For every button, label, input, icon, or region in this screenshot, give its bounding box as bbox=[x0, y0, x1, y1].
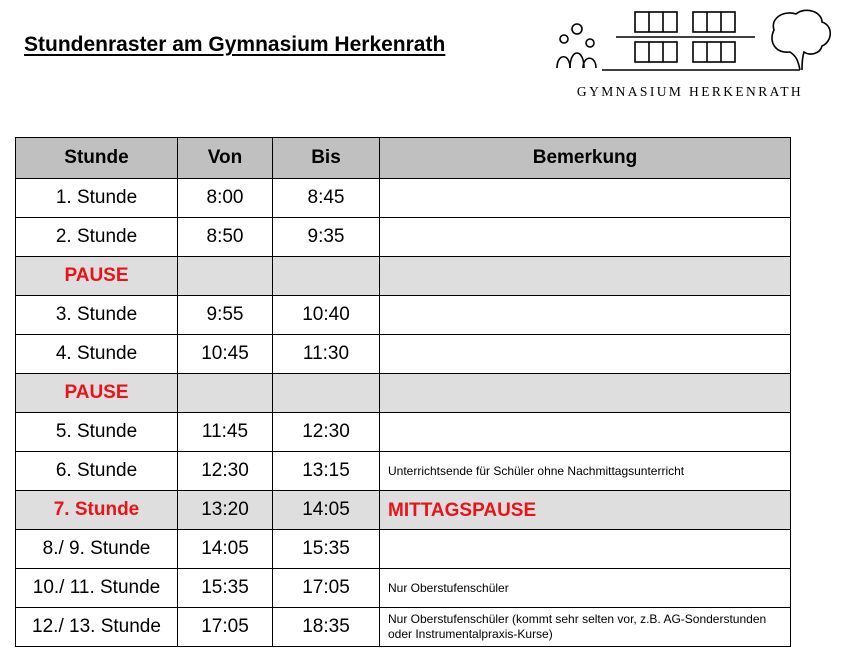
cell-bis: 9:35 bbox=[273, 218, 380, 257]
cell-stunde: 1. Stunde bbox=[16, 179, 178, 218]
cell-bis: 15:35 bbox=[273, 530, 380, 569]
timetable bbox=[15, 137, 791, 647]
cell-bemerkung bbox=[380, 218, 791, 257]
cell-bis: 11:30 bbox=[273, 335, 380, 374]
cell-bemerkung bbox=[380, 530, 791, 569]
cell-von: 13:20 bbox=[178, 491, 273, 530]
cell-bemerkung: MITTAGSPAUSE bbox=[380, 491, 791, 530]
cell-bis: 12:30 bbox=[273, 413, 380, 452]
cell-von: 8:50 bbox=[178, 218, 273, 257]
cell-von bbox=[178, 374, 273, 413]
cell-stunde: 10./ 11. Stunde bbox=[16, 569, 178, 608]
mittagspause-row bbox=[16, 491, 791, 530]
cell-stunde: PAUSE bbox=[16, 374, 178, 413]
cell-bemerkung bbox=[380, 257, 791, 296]
cell-von: 12:30 bbox=[178, 452, 273, 491]
table-row bbox=[16, 218, 791, 257]
pause-row bbox=[16, 257, 791, 296]
table-row bbox=[16, 413, 791, 452]
cell-bis: 10:40 bbox=[273, 296, 380, 335]
cell-stunde: 8./ 9. Stunde bbox=[16, 530, 178, 569]
pause-row bbox=[16, 374, 791, 413]
cell-bemerkung: Unterrichtsende für Schüler ohne Nachmittagsunterricht bbox=[380, 452, 791, 491]
table-row bbox=[16, 296, 791, 335]
cell-bemerkung: Nur Oberstufenschüler (kommt sehr selten vor, z.B. AG-Sonderstunden oder Instrumentalpraxis-Kurse) bbox=[380, 608, 791, 647]
cell-von: 9:55 bbox=[178, 296, 273, 335]
cell-stunde: PAUSE bbox=[16, 257, 178, 296]
header-bemerkung: Bemerkung bbox=[380, 138, 791, 179]
page-title: Stundenraster am Gymnasium Herkenrath bbox=[24, 33, 446, 56]
header-von: Von bbox=[178, 138, 273, 179]
table-row bbox=[16, 569, 791, 608]
cell-bemerkung bbox=[380, 296, 791, 335]
cell-bemerkung bbox=[380, 374, 791, 413]
cell-von: 15:35 bbox=[178, 569, 273, 608]
cell-stunde: 4. Stunde bbox=[16, 335, 178, 374]
cell-von: 17:05 bbox=[178, 608, 273, 647]
cell-stunde: 3. Stunde bbox=[16, 296, 178, 335]
cell-stunde: 6. Stunde bbox=[16, 452, 178, 491]
cell-von: 10:45 bbox=[178, 335, 273, 374]
table-header-row bbox=[16, 138, 791, 179]
cell-bemerkung bbox=[380, 335, 791, 374]
table-row bbox=[16, 452, 791, 491]
table-row bbox=[16, 179, 791, 218]
cell-bis: 8:45 bbox=[273, 179, 380, 218]
header-bis: Bis bbox=[273, 138, 380, 179]
cell-stunde: 2. Stunde bbox=[16, 218, 178, 257]
cell-von: 11:45 bbox=[178, 413, 273, 452]
table-row bbox=[16, 530, 791, 569]
header-stunde: Stunde bbox=[16, 138, 178, 179]
cell-von bbox=[178, 257, 273, 296]
cell-stunde: 12./ 13. Stunde bbox=[16, 608, 178, 647]
cell-bis bbox=[273, 374, 380, 413]
cell-bemerkung bbox=[380, 413, 791, 452]
cell-bis bbox=[273, 257, 380, 296]
cell-stunde: 7. Stunde bbox=[16, 491, 178, 530]
cell-bis: 14:05 bbox=[273, 491, 380, 530]
cell-bis: 17:05 bbox=[273, 569, 380, 608]
cell-bis: 13:15 bbox=[273, 452, 380, 491]
school-building-tree-logo-icon bbox=[550, 8, 834, 84]
school-logo bbox=[550, 8, 834, 100]
cell-bemerkung bbox=[380, 179, 791, 218]
logo-text: GYMNASIUM HERKENRATH bbox=[576, 84, 804, 99]
table-row bbox=[16, 608, 791, 647]
cell-bemerkung: Nur Oberstufenschüler bbox=[380, 569, 791, 608]
table-row bbox=[16, 335, 791, 374]
cell-von: 14:05 bbox=[178, 530, 273, 569]
cell-stunde: 5. Stunde bbox=[16, 413, 178, 452]
cell-von: 8:00 bbox=[178, 179, 273, 218]
cell-bis: 18:35 bbox=[273, 608, 380, 647]
